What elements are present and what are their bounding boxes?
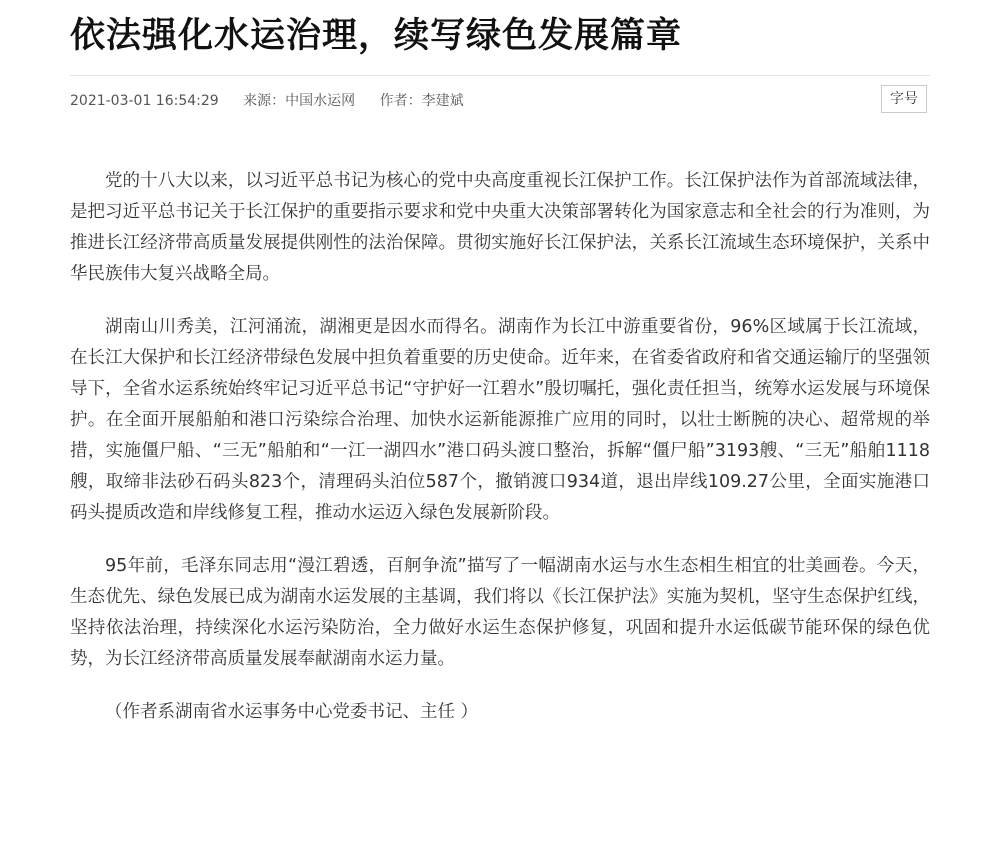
publish-datetime: 2021-03-01 16:54:29: [70, 93, 219, 109]
author-note: （作者系湖南省水运事务中心党委书记、主任 ）: [105, 702, 479, 722]
article-meta: [70, 90, 484, 112]
article-author: 作者：李建斌: [379, 93, 464, 109]
article-body: [70, 166, 930, 728]
article-paragraph: 湖南山川秀美，江河涌流，湖湘更是因水而得名。湖南作为长江中游重要省份，96%区域属于长江流域，在长江大保护和长江经济带绿色发展中担负着重要的历史使命。近年来，在省委省政府和省交通运输厅的坚强领导下，全省水运系统始终牢记习近平总书记“守护好一江碧水”殷切嘱托，强化责任担当，统筹水运发展与环境保护。在全面开展船舶和港口污染综合治理、加快水运新能源推广应用的同时，以壮士断腕的决心、超常规的举措，实施僵尸船、“三无”船舶和“一江一湖四水”港口码头渡口整治，拆解“僵尸船”3193艘、“三无”船舶1118艘，取缔非法砂石码头823个，清理码头泊位587个，撤销渡口934道，退出岸线109.27公里，全面实施港口码头提质改造和岸线修复工程，推动水运迈入绿色发展新阶段。: [70, 317, 930, 523]
article-title: 依法强化水运治理，续写绿色发展篇章: [70, 16, 683, 56]
title-divider: [70, 75, 930, 76]
article-source: 来源：中国水运网: [243, 93, 356, 109]
font-size-button[interactable]: 字号: [881, 85, 927, 113]
article-paragraph: 党的十八大以来，以习近平总书记为核心的党中央高度重视长江保护工作。长江保护法作为首部流域法律，是把习近平总书记关于长江保护的重要指示要求和党中央重大决策部署转化为国家意志和全社会的行为准则，为推进长江经济带高质量发展提供刚性的法治保障。贯彻实施好长江保护法，关系长江流域生态环境保护，关系中华民族伟大复兴战略全局。: [70, 171, 930, 284]
article-paragraph: 95年前，毛泽东同志用“漫江碧透，百舸争流”描写了一幅湖南水运与水生态相生相宜的壮美画卷。今天，生态优先、绿色发展已成为湖南水运发展的主基调，我们将以《长江保护法》实施为契机，坚守生态保护红线，坚持依法治理，持续深化水运污染防治，全力做好水运生态保护修复，巩固和提升水运低碳节能环保的绿色优势，为长江经济带高质量发展奉献湖南水运力量。: [70, 556, 930, 669]
